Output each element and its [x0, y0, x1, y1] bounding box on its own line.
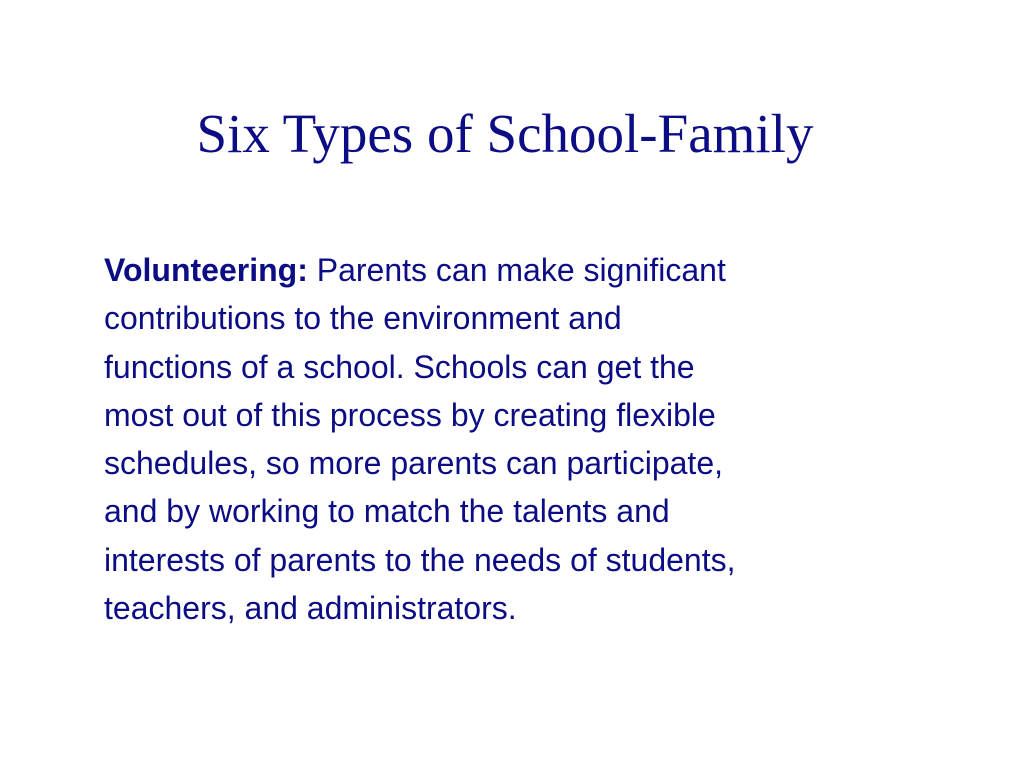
body-line: contributions to the environment and: [104, 300, 622, 337]
body-line: interests of parents to the needs of students,: [104, 541, 736, 578]
slide-title: Six Types of School-Family: [196, 103, 814, 164]
body-lead-term: Volunteering:: [104, 252, 308, 288]
body-first-line-text: Parents can make significant: [307, 252, 726, 288]
body-line: teachers, and administrators.: [104, 590, 517, 627]
body-line-1: [104, 246, 924, 294]
slide-body: [104, 246, 924, 632]
body-line: and by working to match the talents and: [104, 493, 670, 530]
body-line: schedules, so more parents can participate,: [104, 445, 723, 482]
body-line: most out of this process by creating flexible: [104, 396, 716, 433]
body-line: functions of a school. Schools can get the: [104, 348, 695, 385]
